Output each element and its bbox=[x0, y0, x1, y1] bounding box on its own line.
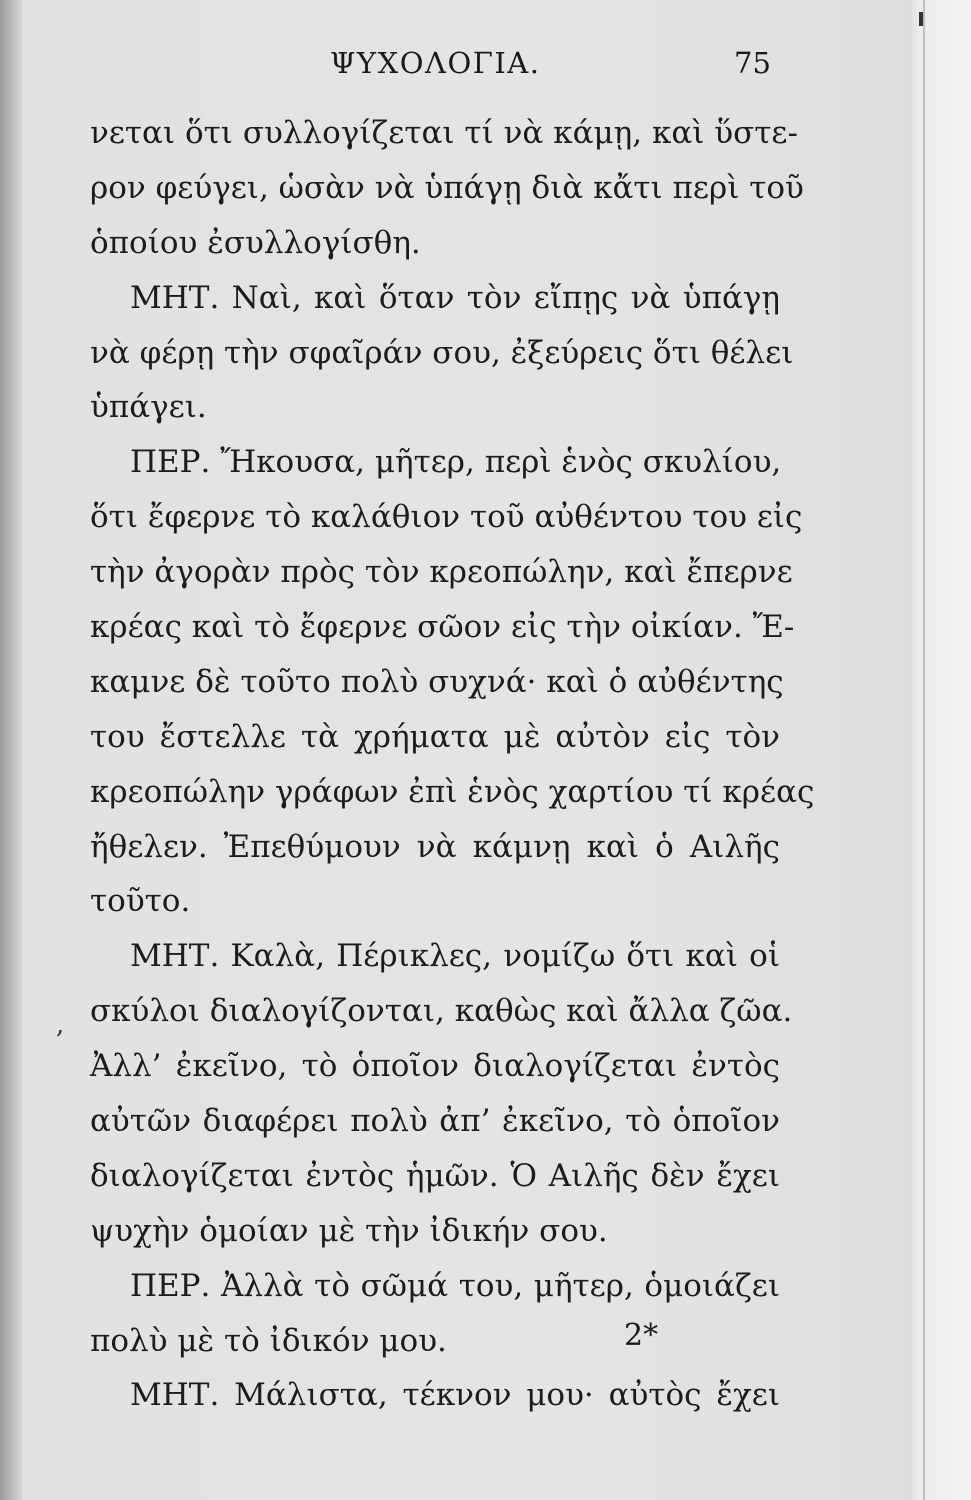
text-line: καμνε δὲ τοῦτο πολὺ συχνά· καὶ ὁ αὐθέντης bbox=[90, 663, 784, 700]
text-line: πολὺ μὲ τὸ ἰδικόν μου. bbox=[90, 1322, 447, 1359]
text-line: αὐτῶν διαφέρει πολὺ ἀπ’ ἐκεῖνο, τὸ ὁποῖον bbox=[90, 1103, 780, 1140]
spine-shadow bbox=[0, 0, 22, 1500]
text-line: ὁποίου ἐσυλλογίσθη. bbox=[90, 224, 421, 261]
text-line: ΜΗΤ. Καλὰ, Πέρικλες, νομίζω ὅτι καὶ οἱ bbox=[130, 938, 780, 975]
margin-mark: , bbox=[56, 1010, 65, 1040]
text-line: ΜΗΤ. Μάλιστα, τέκνον μου· αὐτὸς ἔχει bbox=[130, 1377, 780, 1414]
text-line: νὰ φέρῃ τὴν σφαῖράν σου, ἐξεύρεις ὅτι θέλει bbox=[90, 334, 794, 371]
text-line: Ἀλλ’ ἐκεῖνο, τὸ ὁποῖον διαλογίζεται ἐντὸς bbox=[90, 1048, 780, 1085]
text-line: σκύλοι διαλογίζονται, καθὼς καὶ ἄλλα ζῶα. bbox=[90, 993, 793, 1030]
text-line: νεται ὅτι συλλογίζεται τί νὰ κάμῃ, καὶ ὕστε- bbox=[90, 115, 798, 151]
page-edge-line bbox=[923, 0, 925, 1500]
text-line: ρον φεύγει, ὡσὰν νὰ ὑπάγῃ διὰ κἄτι περὶ τοῦ bbox=[90, 169, 804, 206]
text-line: διαλογίζεται ἐντὸς ἡμῶν. Ὁ Αιλῆς δὲν ἔχει bbox=[90, 1157, 780, 1194]
text-line: ΠΕΡ. Ἤκουσα, μῆτερ, περὶ ἑνὸς σκυλίου, bbox=[130, 444, 782, 481]
page-edge bbox=[909, 0, 971, 1500]
page-number: 75 bbox=[734, 46, 771, 80]
text-line: του ἔστελλε τὰ χρήματα μὲ αὐτὸν εἰς τὸν bbox=[90, 718, 780, 755]
text-line: κρέας καὶ τὸ ἔφερνε σῶον εἰς τὴν οἰκίαν. Ἔ- bbox=[90, 609, 795, 646]
running-title: ΨΥΧΟΛΟΓΙΑ. bbox=[330, 46, 541, 80]
text-line: ΠΕΡ. Ἀλλὰ τὸ σῶμά του, μῆτερ, ὁμοιάζει bbox=[130, 1267, 780, 1304]
running-header bbox=[330, 46, 790, 96]
text-line: ὑπάγει. bbox=[90, 389, 207, 426]
text-line: ἤθελεν. Ἐπεθύμουν νὰ κάμνῃ καὶ ὁ Αιλῆς bbox=[90, 828, 780, 865]
text-line: κρεοπώλην γράφων ἐπὶ ἑνὸς χαρτίου τί κρέας bbox=[90, 773, 815, 810]
body-text bbox=[90, 106, 815, 1423]
text-line: τὴν ἀγορὰν πρὸς τὸν κρεοπώλην, καὶ ἔπερνε bbox=[90, 554, 793, 591]
text-line: ψυχὴν ὁμοίαν μὲ τὴν ἰδικήν σου. bbox=[90, 1212, 608, 1249]
signature-mark: 2* bbox=[624, 1318, 659, 1353]
corner-mark bbox=[919, 12, 923, 26]
text-line: τοῦτο. bbox=[90, 883, 191, 920]
text-line: ΜΗΤ. Ναὶ, καὶ ὅταν τὸν εἴπῃς νὰ ὑπάγῃ bbox=[130, 279, 780, 316]
text-line: ὅτι ἔφερνε τὸ καλάθιον τοῦ αὐθέντου του εἰς bbox=[90, 499, 803, 536]
